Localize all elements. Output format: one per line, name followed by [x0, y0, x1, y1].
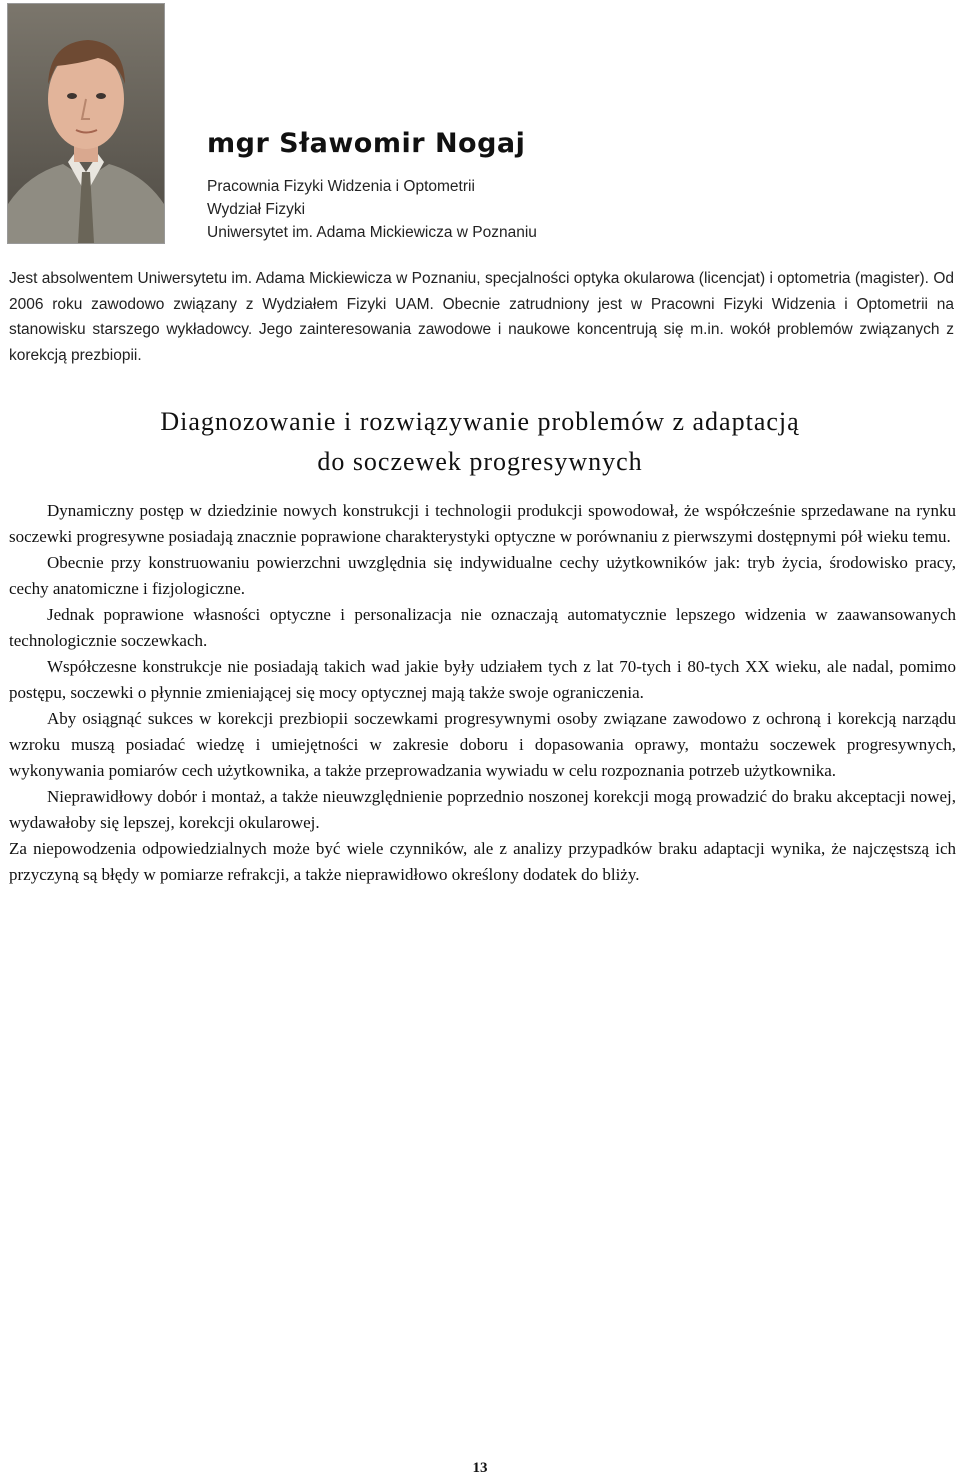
article-paragraph: Za niepowodzenia odpowiedzialnych może być wiele czynników, ale z analizy przypadków braku adaptacji wynika, że najczęstszą ich przyczyną są błędy w pomiarze refrakcji, a także nieprawidłowo określony dodatek do bliży.: [9, 839, 956, 884]
author-portrait-illustration: [8, 4, 164, 243]
affiliation-faculty: Wydział Fizyki: [207, 201, 306, 218]
author-photo: [7, 3, 165, 244]
article-paragraph: Aby osiągnąć sukces w korekcji prezbiopii soczewkami progresywnymi osoby związane zawodowo z ochroną i korekcją narządu wzroku muszą posiadać wiedzę i umiejętności w zakresie doboru i dopasowania oprawy, montażu soczewek progresywnych, wykonywania pomiarów cech użytkownika, a także przeprowadzania wywiadu w celu rozpoznania potrzeb użytkownika.: [9, 709, 956, 780]
page-number: 13: [472, 1460, 488, 1476]
article-paragraph: Nieprawidłowy dobór i montaż, a także nieuwzględnienie poprzednio noszonej korekcji mogą prowadzić do braku akceptacji nowej, wydawałoby się lepszej, korekcji okularowej.: [9, 787, 956, 832]
author-affiliation: [207, 175, 537, 244]
article-paragraph: Współczesne konstrukcje nie posiadają takich wad jakie były udziałem tych z lat 70-tych i 80-tych XX wieku, ale nadal, pomimo postępu, soczewki o płynnie zmieniającej się mocy optycznej mają także swoje ograniczenia.: [9, 657, 956, 702]
article-title: [0, 402, 960, 482]
affiliation-lab: Pracownia Fizyki Widzenia i Optometrii: [207, 178, 475, 195]
article-body: [9, 498, 956, 888]
article-paragraph: Jednak poprawione własności optyczne i personalizacja nie oznaczają automatycznie lepszego widzenia w zaawansowanych technologicznie soczewkach.: [9, 605, 956, 650]
author-bio: Jest absolwentem Uniwersytetu im. Adama Mickiewicza w Poznaniu, specjalności optyka okularowa (licencjat) i optometria (magister). Od 2006 roku zawodowo związany z Wydziałem Fizyki UAM. Obecnie zatrudniony jest w Pracowni Fizyki Widzenia i Optometrii na stanowisku starszego wykładowcy. Jego zainteresowania zawodowe i naukowe koncentrują się m.in. wokół problemów związanych z korekcją prezbiopii.: [9, 270, 954, 364]
article-paragraph: Obecnie przy konstruowaniu powierzchni uwzględnia się indywidualne cechy użytkowników jak: tryb życia, środowisko pracy, cechy anatomiczne i fizjologiczne.: [9, 553, 956, 598]
author-name: mgr Sławomir Nogaj: [207, 128, 526, 159]
article-paragraph: Dynamiczny postęp w dziedzinie nowych konstrukcji i technologii produkcji spowodował, że współcześnie sprzedawane na rynku soczewki progresywne posiadają znacznie poprawione charakterystyki optyczne w porównaniu z pierwszymi dostępnymi pół wieku temu.: [9, 501, 956, 546]
article-title-line-2: do soczewek progresywnych: [317, 447, 643, 476]
article-title-line-1: Diagnozowanie i rozwiązywanie problemów z adaptacją: [160, 407, 800, 436]
affiliation-university: Uniwersytet im. Adama Mickiewicza w Poznaniu: [207, 224, 537, 241]
